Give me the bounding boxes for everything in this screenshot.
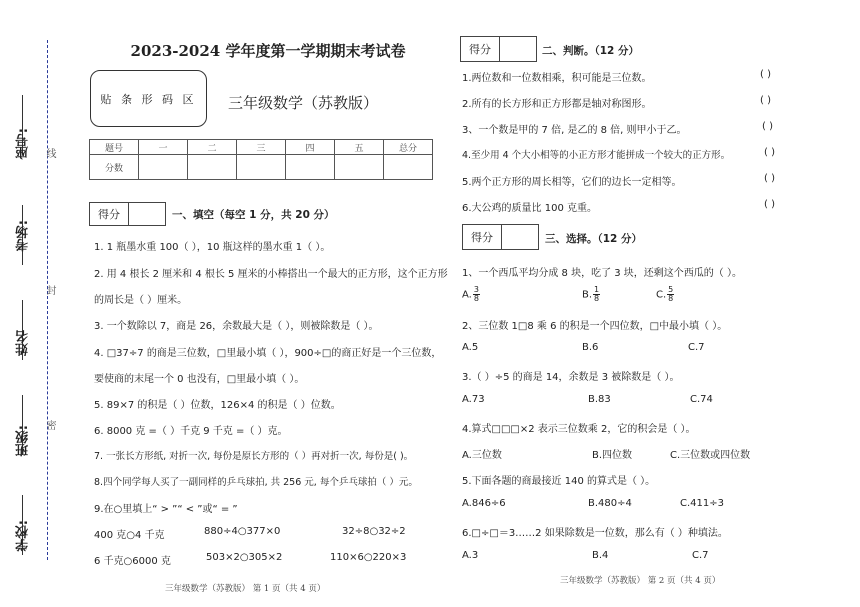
s3-q4-option-a[interactable]: A.三位数 [462, 450, 502, 461]
fraction [473, 286, 480, 303]
exam-title: 2023-2024 学年度第一学期期末考试卷 [130, 42, 406, 60]
score-box-label: 得分 [90, 203, 129, 225]
s1-question-2: 2. 用 4 根长 2 厘米和 4 根长 5 厘米的小棒搭出一个最大的正方形，这个正方形 [94, 269, 448, 280]
name-label: 姓名 [16, 330, 31, 356]
score-box-label: 得分 [463, 225, 502, 249]
s1-question-4-cont: 要使商的末尾一个 0 也没有，□里最小填（ ）。 [94, 374, 305, 385]
option-letter: B. [582, 289, 593, 301]
s3-q2-option-a[interactable]: A.5 [462, 342, 479, 353]
s1-question-5: 5. 89×7 的积是（ ）位数，126×4 的积是（ ）位数。 [94, 400, 341, 411]
compare-item: 400 克○4 千克 [94, 530, 165, 541]
s3-q6-option-a[interactable]: A.3 [462, 550, 479, 561]
s1-question-1: 1. 1 瓶墨水重 100（ ），10 瓶这样的墨水重 1（ ）。 [94, 242, 331, 253]
answer-paren[interactable]: ( ) [764, 147, 775, 158]
s3-question-2: 2、三位数 1□8 乘 6 的积是一个四位数，□中最小填（ ）。 [462, 321, 728, 332]
fraction-numerator: 5 [668, 285, 674, 294]
score-row-label: 分数 [90, 155, 139, 180]
score-box-blank[interactable] [129, 203, 165, 225]
barcode-area [90, 70, 207, 127]
answer-paren[interactable]: ( ) [760, 95, 771, 106]
score-header-cell: 五 [335, 140, 384, 155]
score-box-label: 得分 [461, 37, 500, 61]
score-box-blank[interactable] [500, 37, 536, 61]
score-cell[interactable] [384, 155, 433, 180]
score-box-section3 [462, 224, 539, 250]
fraction [593, 286, 600, 303]
binding-dashed-line [47, 40, 48, 560]
fraction [667, 286, 674, 303]
s2-question-4: 4.至少用 4 个大小相等的小正方形才能拼成一个较大的正方形。 [462, 150, 731, 161]
s3-question-3: 3.（ ）÷5 的商是 14，余数是 3 被除数是（ ）。 [462, 372, 680, 383]
s3-q3-option-a[interactable]: A.73 [462, 394, 485, 405]
score-box-section1 [89, 202, 166, 226]
school-label: 学校: [16, 520, 31, 552]
exam-subtitle: 三年级数学（苏教版） [228, 94, 379, 112]
seal-char-xian: 线 [44, 148, 55, 158]
s2-question-5: 5.两个正方形的周长相等，它们的边长一定相等。 [462, 177, 682, 188]
s1-question-9: 9.在○里填上“ > ”“ < ”或“ = ” [94, 504, 238, 515]
score-header-cell: 一 [139, 140, 188, 155]
fraction-numerator: 1 [594, 285, 600, 294]
answer-paren[interactable]: ( ) [762, 121, 773, 132]
s3-q1-option-a[interactable] [462, 286, 480, 303]
fraction-denominator: 8 [594, 294, 600, 303]
s3-q3-option-b[interactable]: B.83 [588, 394, 611, 405]
answer-paren[interactable]: ( ) [764, 173, 775, 184]
s1-question-3: 3. 一个数除以 7，商是 26，余数最大是（ ），则被除数是（ ）。 [94, 321, 379, 332]
score-header-cell: 题号 [90, 140, 139, 155]
compare-item: 6 千克○6000 克 [94, 556, 171, 567]
score-cell[interactable] [139, 155, 188, 180]
s3-q6-option-c[interactable]: C.7 [692, 550, 709, 561]
s2-question-2: 2.所有的长方形和正方形都是轴对称图形。 [462, 99, 652, 110]
s2-question-6: 6.大公鸡的质量比 100 克重。 [462, 203, 597, 214]
compare-item: 32÷8○32÷2 [342, 526, 406, 537]
option-letter: C. [656, 289, 667, 301]
score-cell[interactable] [286, 155, 335, 180]
s3-q5-option-c[interactable]: C.411÷3 [680, 498, 724, 509]
score-header-cell: 二 [188, 140, 237, 155]
s3-q3-option-c[interactable]: C.74 [690, 394, 713, 405]
section1-heading: 一、填空（每空 1 分，共 20 分） [172, 209, 335, 221]
s3-question-6: 6.□÷□＝3……2 如果除数是一位数，那么有（ ）种填法。 [462, 528, 728, 539]
score-cell[interactable] [188, 155, 237, 180]
seal-char-feng: 封 [44, 285, 55, 295]
s3-q4-option-b[interactable]: B.四位数 [592, 450, 633, 461]
option-letter: A. [462, 289, 472, 301]
s1-question-8: 8.四个同学每人买了一副同样的乒乓球拍, 共 256 元, 每个乒乓球拍（ ）元。 [94, 477, 418, 488]
s1-question-6: 6. 8000 克 =（ ）千克 9 千克 =（ ）克。 [94, 426, 288, 437]
s3-q5-option-b[interactable]: B.480÷4 [588, 498, 632, 509]
compare-item: 110×6○220×3 [330, 552, 407, 563]
section3-heading: 三、选择。（12 分） [545, 233, 643, 245]
score-cell[interactable] [335, 155, 384, 180]
barcode-label: 贴 条 形 码 区 [100, 92, 197, 106]
score-box-section2 [460, 36, 537, 62]
s2-question-3: 3、一个数是甲的 7 倍, 是乙的 8 倍, 则甲小于乙。 [462, 125, 687, 136]
seal-char-mi: 密 [44, 420, 55, 430]
fraction-numerator: 3 [473, 285, 479, 294]
exam-room-label: 考场: [16, 220, 31, 252]
score-box-blank[interactable] [502, 225, 538, 249]
footer-left: 三年级数学（苏教版） 第 1 页（共 4 页） [165, 584, 326, 594]
s3-q2-option-b[interactable]: B.6 [582, 342, 599, 353]
score-header-cell: 四 [286, 140, 335, 155]
s2-question-1: 1.两位数和一位数相乘，积可能是三位数。 [462, 73, 652, 84]
s3-q1-option-b[interactable] [582, 286, 600, 303]
fraction-denominator: 8 [473, 294, 479, 303]
s3-q4-option-c[interactable]: C.三位数或四位数 [670, 450, 751, 461]
compare-item: 503×2○305×2 [206, 552, 283, 563]
s1-question-4: 4. □37÷7 的商是三位数，□里最小填（ ），900÷□的商正好是一个三位数， [94, 348, 442, 359]
s3-q6-option-b[interactable]: B.4 [592, 550, 609, 561]
footer-right: 三年级数学（苏教版） 第 2 页（共 4 页） [560, 576, 721, 586]
answer-paren[interactable]: ( ) [760, 69, 771, 80]
compare-item: 880÷4○377×0 [204, 526, 281, 537]
score-header-cell: 总分 [384, 140, 433, 155]
score-table [89, 139, 433, 180]
score-table-score-row [90, 155, 433, 180]
score-header-cell: 三 [237, 140, 286, 155]
s3-question-4: 4.算式□□□×2 表示三位数乘 2，它的积会是（ ）。 [462, 424, 696, 435]
seat-label: 座号: [16, 128, 31, 160]
s3-q2-option-c[interactable]: C.7 [688, 342, 705, 353]
answer-paren[interactable]: ( ) [764, 199, 775, 210]
s3-q1-option-c[interactable] [656, 286, 674, 303]
s3-q5-option-a[interactable]: A.846÷6 [462, 498, 506, 509]
score-cell[interactable] [237, 155, 286, 180]
fraction-denominator: 8 [668, 294, 674, 303]
section2-heading: 二、判断。（12 分） [542, 45, 640, 57]
s1-question-2-cont: 的周长是（ ）厘米。 [94, 295, 188, 306]
score-table-header-row [90, 140, 433, 155]
s1-question-7: 7. 一张长方形纸, 对折一次, 每份是原长方形的（ ）再对折一次, 每份是( )。 [94, 451, 414, 462]
s3-question-5: 5.下面各题的商最接近 140 的算式是（ ）。 [462, 476, 656, 487]
class-label: 班级: [16, 425, 31, 457]
s3-question-1: 1、一个西瓜平均分成 8 块，吃了 3 块，还剩这个西瓜的（ ）。 [462, 268, 742, 279]
